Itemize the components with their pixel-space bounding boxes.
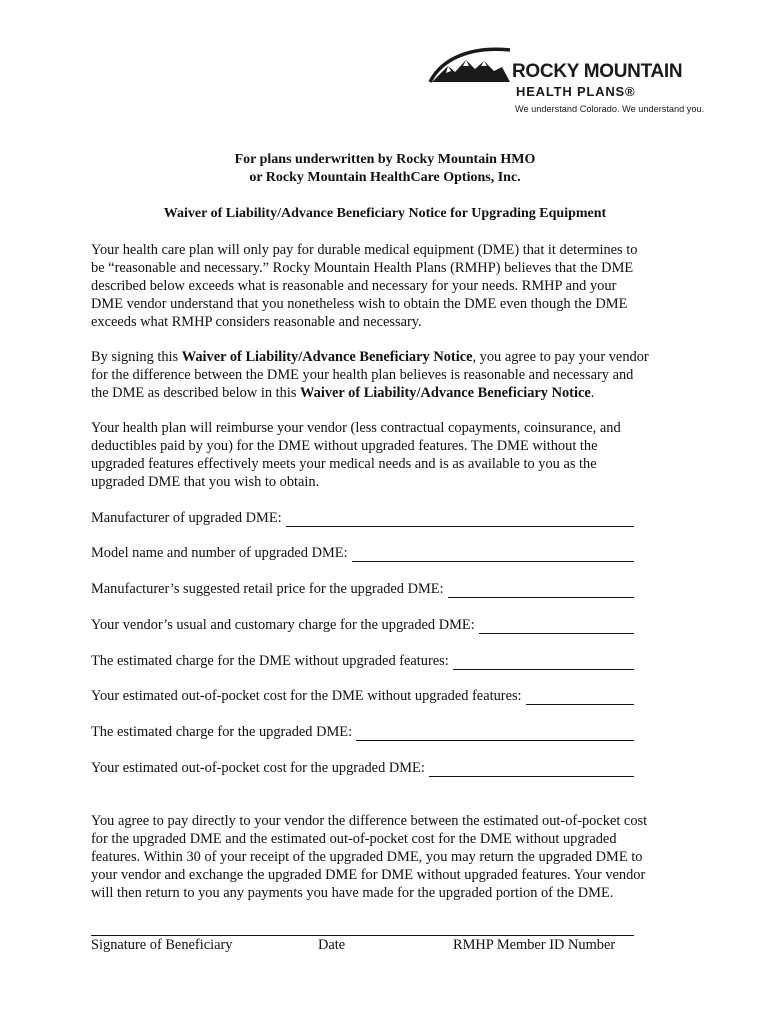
manufacturer-field	[91, 509, 634, 527]
est-charge-without-label: The estimated charge for the DME without upgraded features:	[91, 653, 449, 669]
agreement-paragraph	[91, 348, 649, 402]
mountain-logo-icon	[428, 44, 518, 88]
member-id-label: RMHP Member ID Number	[453, 937, 616, 953]
signature-line[interactable]	[91, 935, 634, 936]
document-title: Waiver of Liability/Advance Beneficiary Notice for Upgrading Equipment	[163, 206, 607, 221]
oop-without-label: Your estimated out-of-pocket cost for the DME without upgraded features:	[91, 688, 522, 704]
model-blank[interactable]	[352, 549, 634, 562]
return-policy-line: will then return to you any payments you have made for the upgraded portion of the DME.	[91, 885, 614, 901]
intro-line: described below exceeds what is reasonable and necessary for your needs. RMHP and your	[91, 278, 617, 294]
date-label: Date	[318, 937, 346, 953]
manufacturer-label: Manufacturer of upgraded DME:	[91, 510, 282, 526]
oop-without-blank[interactable]	[526, 692, 634, 705]
reimbursement-paragraph	[91, 419, 621, 491]
header-line1: For plans underwritten by Rocky Mountain HMO	[234, 152, 536, 167]
header-line2: or Rocky Mountain HealthCare Options, Inc.	[249, 170, 521, 185]
intro-line: be “reasonable and necessary.” Rocky Mountain Health Plans (RMHP) believes that the DME	[91, 260, 634, 276]
waiver-name-bold: Waiver of Liability/Advance Beneficiary Notice	[300, 385, 591, 401]
oop-upgraded-field	[91, 759, 634, 777]
logo-name-line2: HEALTH PLANS®	[516, 84, 636, 99]
intro-paragraph	[91, 241, 637, 331]
est-charge-upgraded-blank[interactable]	[356, 728, 634, 741]
model-label: Model name and number of upgraded DME:	[91, 545, 348, 561]
logo-name-line1: ROCKY MOUNTAIN	[512, 61, 683, 82]
rmhp-logo	[428, 44, 705, 120]
logo-tagline: We understand Colorado. We understand you.	[515, 104, 705, 114]
oop-without-field	[91, 687, 634, 705]
signature-label: Signature of Beneficiary	[91, 937, 233, 953]
return-policy-line: You agree to pay directly to your vendor the difference between the estimated out-of-pocket cost	[91, 813, 648, 829]
vendor-charge-label: Your vendor’s usual and customary charge for the upgraded DME:	[91, 617, 475, 633]
reimbursement-line: upgraded DME that you wish to obtain.	[91, 474, 320, 490]
est-charge-without-field	[91, 652, 634, 670]
manufacturer-blank[interactable]	[286, 514, 634, 527]
vendor-charge-blank[interactable]	[479, 621, 634, 634]
est-charge-without-blank[interactable]	[453, 657, 634, 670]
intro-line: exceeds what RMHP considers reasonable and necessary.	[91, 314, 422, 330]
est-charge-upgraded-field	[91, 723, 634, 741]
return-policy-line: your vendor and exchange the upgraded DME for DME without upgraded features. Your vendor	[91, 867, 646, 883]
model-field	[91, 544, 634, 562]
agreement-line: By signing this Waiver of Liability/Advance Beneficiary Notice, you agree to pay your vendor	[91, 349, 649, 365]
agreement-line: the DME as described below in this Waiver of Liability/Advance Beneficiary Notice.	[91, 385, 595, 401]
return-policy-line: for the upgraded DME and the estimated out-of-pocket cost for the DME without upgraded	[91, 831, 617, 847]
reimbursement-line: Your health plan will reimburse your vendor (less contractual copayments, coinsurance, and	[91, 420, 621, 436]
vendor-charge-field	[91, 616, 634, 634]
msrp-label: Manufacturer’s suggested retail price for the upgraded DME:	[91, 581, 444, 597]
msrp-blank[interactable]	[448, 585, 634, 598]
return-policy-paragraph	[91, 812, 647, 902]
reimbursement-line: upgraded features effectively meets your medical needs and is as available to you as the	[91, 456, 597, 472]
intro-line: Your health care plan will only pay for durable medical equipment (DME) that it determines to	[91, 242, 638, 258]
intro-line: DME vendor understand that you nonetheless wish to obtain the DME even though the DME	[91, 296, 628, 312]
oop-upgraded-label: Your estimated out-of-pocket cost for the upgraded DME:	[91, 760, 425, 776]
waiver-name-bold: Waiver of Liability/Advance Beneficiary Notice	[181, 349, 473, 365]
return-policy-line: features. Within 30 of your receipt of the upgraded DME, you may return the upgraded DME to	[91, 849, 643, 865]
agreement-line: for the difference between the DME your health plan believes is reasonable and necessary and	[91, 367, 634, 383]
oop-upgraded-blank[interactable]	[429, 764, 634, 777]
msrp-field	[91, 580, 634, 598]
reimbursement-line: deductibles paid by you) for the DME without upgraded features. The DME without the	[91, 438, 598, 454]
est-charge-upgraded-label: The estimated charge for the upgraded DME:	[91, 724, 353, 740]
